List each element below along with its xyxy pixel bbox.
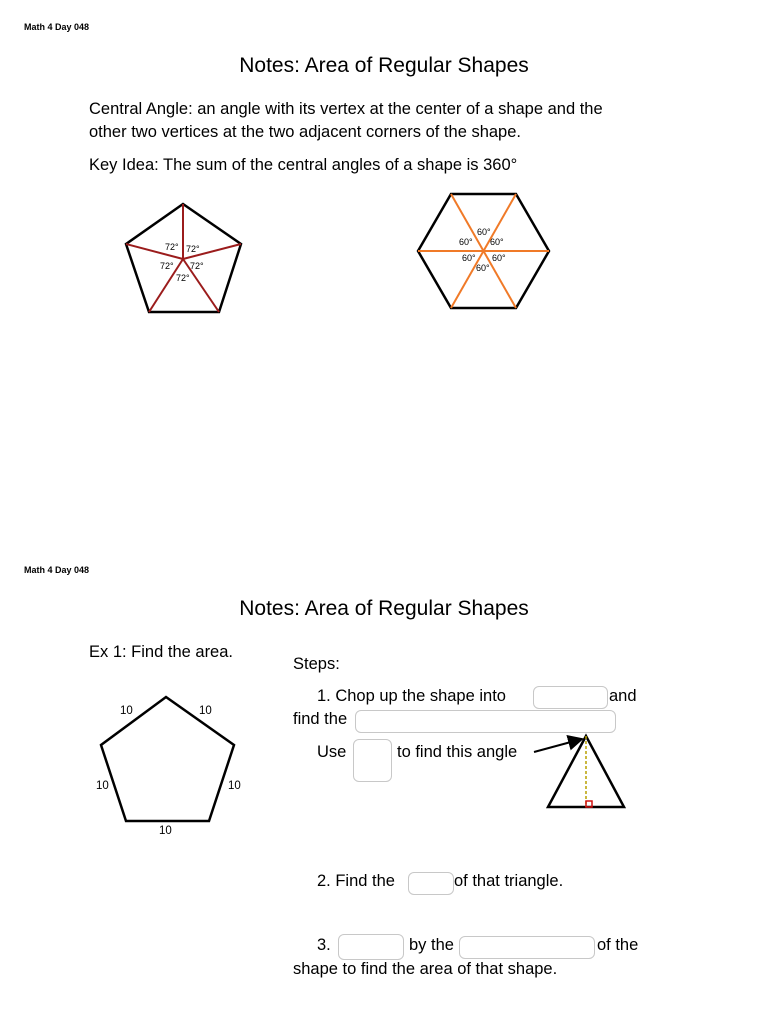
step1-answer-blank-use[interactable] <box>353 739 392 782</box>
steps-heading: Steps: <box>293 655 340 673</box>
hexagon-angle-label: 60° <box>492 253 506 263</box>
isosceles-triangle-figure <box>500 728 632 812</box>
page2-header: Math 4 Day 048 <box>24 565 90 575</box>
step1-text-part2: and <box>609 687 637 705</box>
step1-text-part1: 1. Chop up the shape into <box>317 687 506 705</box>
hexagon-spokes <box>418 194 549 308</box>
pentagon-angle-label: 72° <box>160 261 174 271</box>
central-angle-definition-line2: other two vertices at the two adjacent corners of the shape. <box>89 123 521 141</box>
step3-answer-blank-operation[interactable] <box>338 934 404 960</box>
side-length-label: 10 <box>120 705 133 717</box>
hexagon-central-angles-figure <box>410 188 560 312</box>
step3-answer-blank-number[interactable] <box>459 936 595 959</box>
step2-text-part1: 2. Find the <box>317 872 395 890</box>
pentagon-angle-label: 72° <box>176 273 190 283</box>
page1-title: Notes: Area of Regular Shapes <box>239 54 529 77</box>
step1-angle-text: to find this angle <box>397 743 518 761</box>
step3-text-part3: of the <box>597 936 639 954</box>
step1-text-part3: find the <box>293 710 348 728</box>
step1-answer-blank-shapes[interactable] <box>533 686 608 709</box>
side-length-label: 10 <box>96 780 109 792</box>
step3-text-part1: 3. <box>317 936 331 954</box>
step2-text-part2: of that triangle. <box>454 872 564 890</box>
pentagon-central-angles-figure <box>120 196 250 318</box>
pentagon-angle-label: 72° <box>165 242 179 252</box>
key-idea: Key Idea: The sum of the central angles of a shape is 360° <box>89 156 518 174</box>
step3-text-part2: by the <box>409 936 454 954</box>
pentagon-side-lengths-figure <box>86 690 254 842</box>
side-length-label: 10 <box>199 705 212 717</box>
hexagon-angle-label: 60° <box>459 237 473 247</box>
side-length-label: 10 <box>159 825 172 837</box>
step2-answer-blank[interactable] <box>408 872 454 895</box>
step1-use-label: Use <box>317 743 347 761</box>
hexagon-angle-label: 60° <box>462 253 476 263</box>
central-angle-definition-line1: Central Angle: an angle with its vertex at the center of a shape and the <box>89 100 603 118</box>
hexagon-angle-label: 60° <box>476 263 490 273</box>
example-prompt: Ex 1: Find the area. <box>89 643 233 661</box>
angle-pointer-arrow <box>534 739 582 752</box>
page2-title: Notes: Area of Regular Shapes <box>239 597 529 620</box>
hexagon-angle-label: 60° <box>490 237 504 247</box>
side-length-label: 10 <box>228 780 241 792</box>
step3-text-part4: shape to find the area of that shape. <box>293 960 558 978</box>
hexagon-angle-label: 60° <box>477 227 491 237</box>
pentagon-angle-label: 72° <box>190 261 204 271</box>
pentagon-angle-label: 72° <box>186 244 200 254</box>
page1-header: Math 4 Day 048 <box>24 22 90 32</box>
